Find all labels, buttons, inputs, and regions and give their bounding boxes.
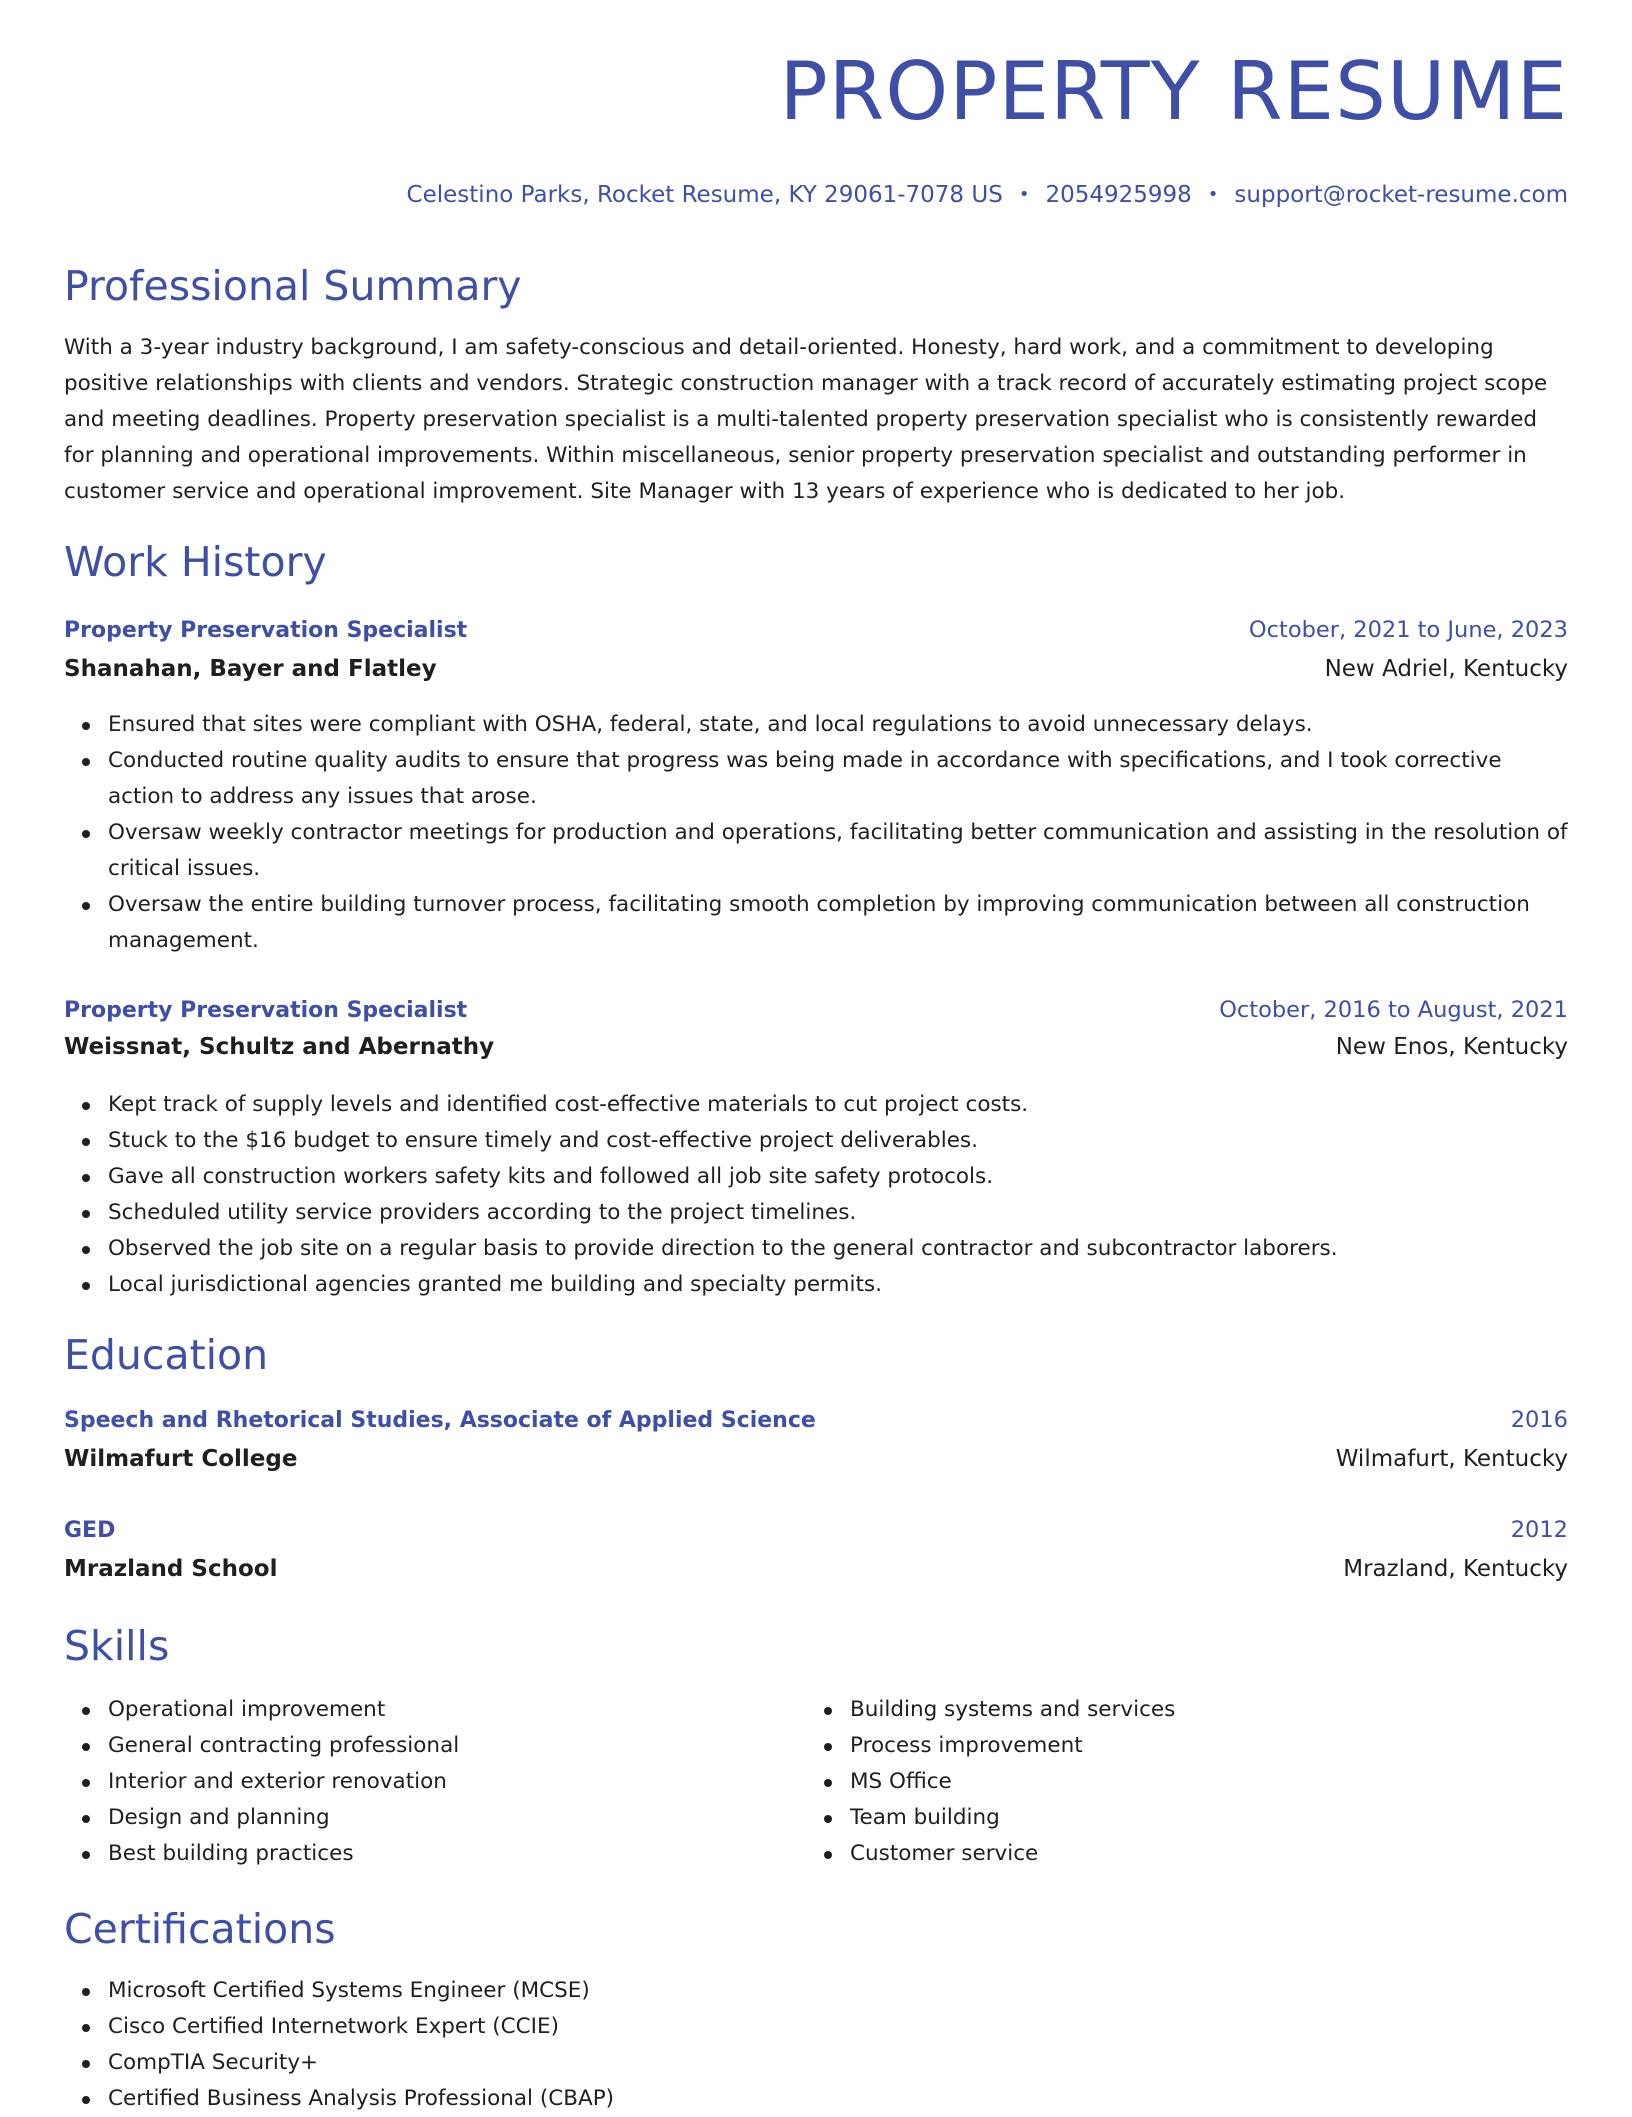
job-location: New Adriel, Kentucky — [1324, 656, 1568, 682]
certifications-list — [64, 1973, 1568, 2117]
contact-email: support@rocket-resume.com — [1234, 182, 1568, 208]
list-item: Cisco Certified Internetwork Expert (CCIE) — [108, 2009, 1568, 2045]
job-location: New Enos, Kentucky — [1335, 1034, 1568, 1060]
education-school-row — [64, 1556, 1568, 1586]
education-degree: Speech and Rhetorical Studies, Associate of Applied Science — [64, 1408, 816, 1433]
education-school: Mrazland School — [64, 1556, 278, 1582]
list-item: Operational improvement — [108, 1692, 1568, 1728]
list-item: Customer service — [850, 1836, 1632, 1872]
list-item: Observed the job site on a regular basis to provide direction to the general contractor and subcontractor laborers. — [108, 1231, 1568, 1267]
list-item: Team building — [850, 1800, 1632, 1836]
work-history-heading: Work History — [64, 538, 327, 586]
list-item: Process improvement — [850, 1728, 1632, 1764]
list-item: Best building practices — [108, 1836, 1568, 1872]
skills-heading: Skills — [64, 1622, 170, 1670]
job-bullets — [64, 1087, 1568, 1303]
job-dates: October, 2021 to June, 2023 — [1248, 617, 1568, 643]
job-header-row — [64, 997, 1568, 1027]
contact-separator: • — [1207, 184, 1219, 205]
list-item: Oversaw the entire building turnover process, facilitating smooth completion by improving communication between all construction management. — [108, 887, 1568, 959]
job-bullets — [64, 707, 1568, 959]
list-item: Building systems and services — [850, 1692, 1632, 1728]
list-item: Stuck to the $16 budget to ensure timely and cost-effective project deliverables. — [108, 1123, 1568, 1159]
education-year: 2012 — [1510, 1517, 1568, 1543]
education-header-row — [64, 1407, 1568, 1437]
resume-title: PROPERTY RESUME — [779, 45, 1568, 138]
list-item: Oversaw weekly contractor meetings for production and operations, facilitating better communication and assisting in the resolution of critical issues. — [108, 815, 1568, 887]
job-company: Shanahan, Bayer and Flatley — [64, 656, 437, 682]
education-location: Mrazland, Kentucky — [1343, 1556, 1568, 1582]
summary-heading: Professional Summary — [64, 262, 522, 310]
education-heading: Education — [64, 1331, 269, 1379]
job-company-row — [64, 1034, 1568, 1064]
certifications-heading: Certifications — [64, 1905, 336, 1953]
list-item: MS Office — [850, 1764, 1632, 1800]
summary-text: With a 3-year industry background, I am safety-conscious and detail-oriented. Honesty, hard work, and a commitment to developing positive relationships with clients and vendors. Strategic construction manager with a track record of accurately estimating project scope and meeting deadlines. Property preservation specialist is a multi-talented property preservation specialist who is consistently rewarded for planning and operational improvements. Within miscellaneous, senior property preservation specialist and outstanding performer in customer service and operational improvement. Site Manager with 13 years of experience who is dedicated to her job. — [64, 335, 1548, 504]
education-header-row — [64, 1517, 1568, 1547]
contact-address: Celestino Parks, Rocket Resume, KY 29061-7078 US — [406, 182, 1003, 208]
education-year: 2016 — [1510, 1407, 1568, 1433]
job-company-row — [64, 656, 1568, 686]
list-item: Gave all construction workers safety kits and followed all job site safety protocols. — [108, 1159, 1568, 1195]
list-item: General contracting professional — [108, 1728, 1568, 1764]
job-company: Weissnat, Schultz and Abernathy — [64, 1034, 495, 1060]
job-title: Property Preservation Specialist — [64, 618, 468, 643]
list-item: Microsoft Certified Systems Engineer (MCSE) — [108, 1973, 1568, 2009]
education-school: Wilmafurt College — [64, 1446, 298, 1472]
job-title: Property Preservation Specialist — [64, 998, 468, 1023]
education-degree: GED — [64, 1518, 116, 1543]
job-header-row — [64, 617, 1568, 647]
education-location: Wilmafurt, Kentucky — [1335, 1446, 1568, 1472]
list-item: CompTIA Security+ — [108, 2045, 1568, 2081]
contact-line — [407, 182, 1568, 208]
list-item: Ensured that sites were compliant with OSHA, federal, state, and local regulations to avoid unnecessary delays. — [108, 707, 1568, 743]
list-item: Scheduled utility service providers according to the project timelines. — [108, 1195, 1568, 1231]
list-item: Interior and exterior renovation — [108, 1764, 1568, 1800]
job-dates: October, 2016 to August, 2021 — [1219, 997, 1568, 1023]
list-item: Kept track of supply levels and identified cost-effective materials to cut project costs. — [108, 1087, 1568, 1123]
list-item: Conducted routine quality audits to ensure that progress was being made in accordance with specifications, and I took corrective action to address any issues that arose. — [108, 743, 1568, 815]
skills-list-right — [806, 1692, 1632, 1872]
contact-phone: 2054925998 — [1045, 182, 1192, 208]
contact-separator: • — [1018, 184, 1030, 205]
list-item: Design and planning — [108, 1800, 1568, 1836]
list-item: Certified Business Analysis Professional (CBAP) — [108, 2081, 1568, 2117]
education-school-row — [64, 1446, 1568, 1476]
list-item: Local jurisdictional agencies granted me building and specialty permits. — [108, 1267, 1568, 1303]
